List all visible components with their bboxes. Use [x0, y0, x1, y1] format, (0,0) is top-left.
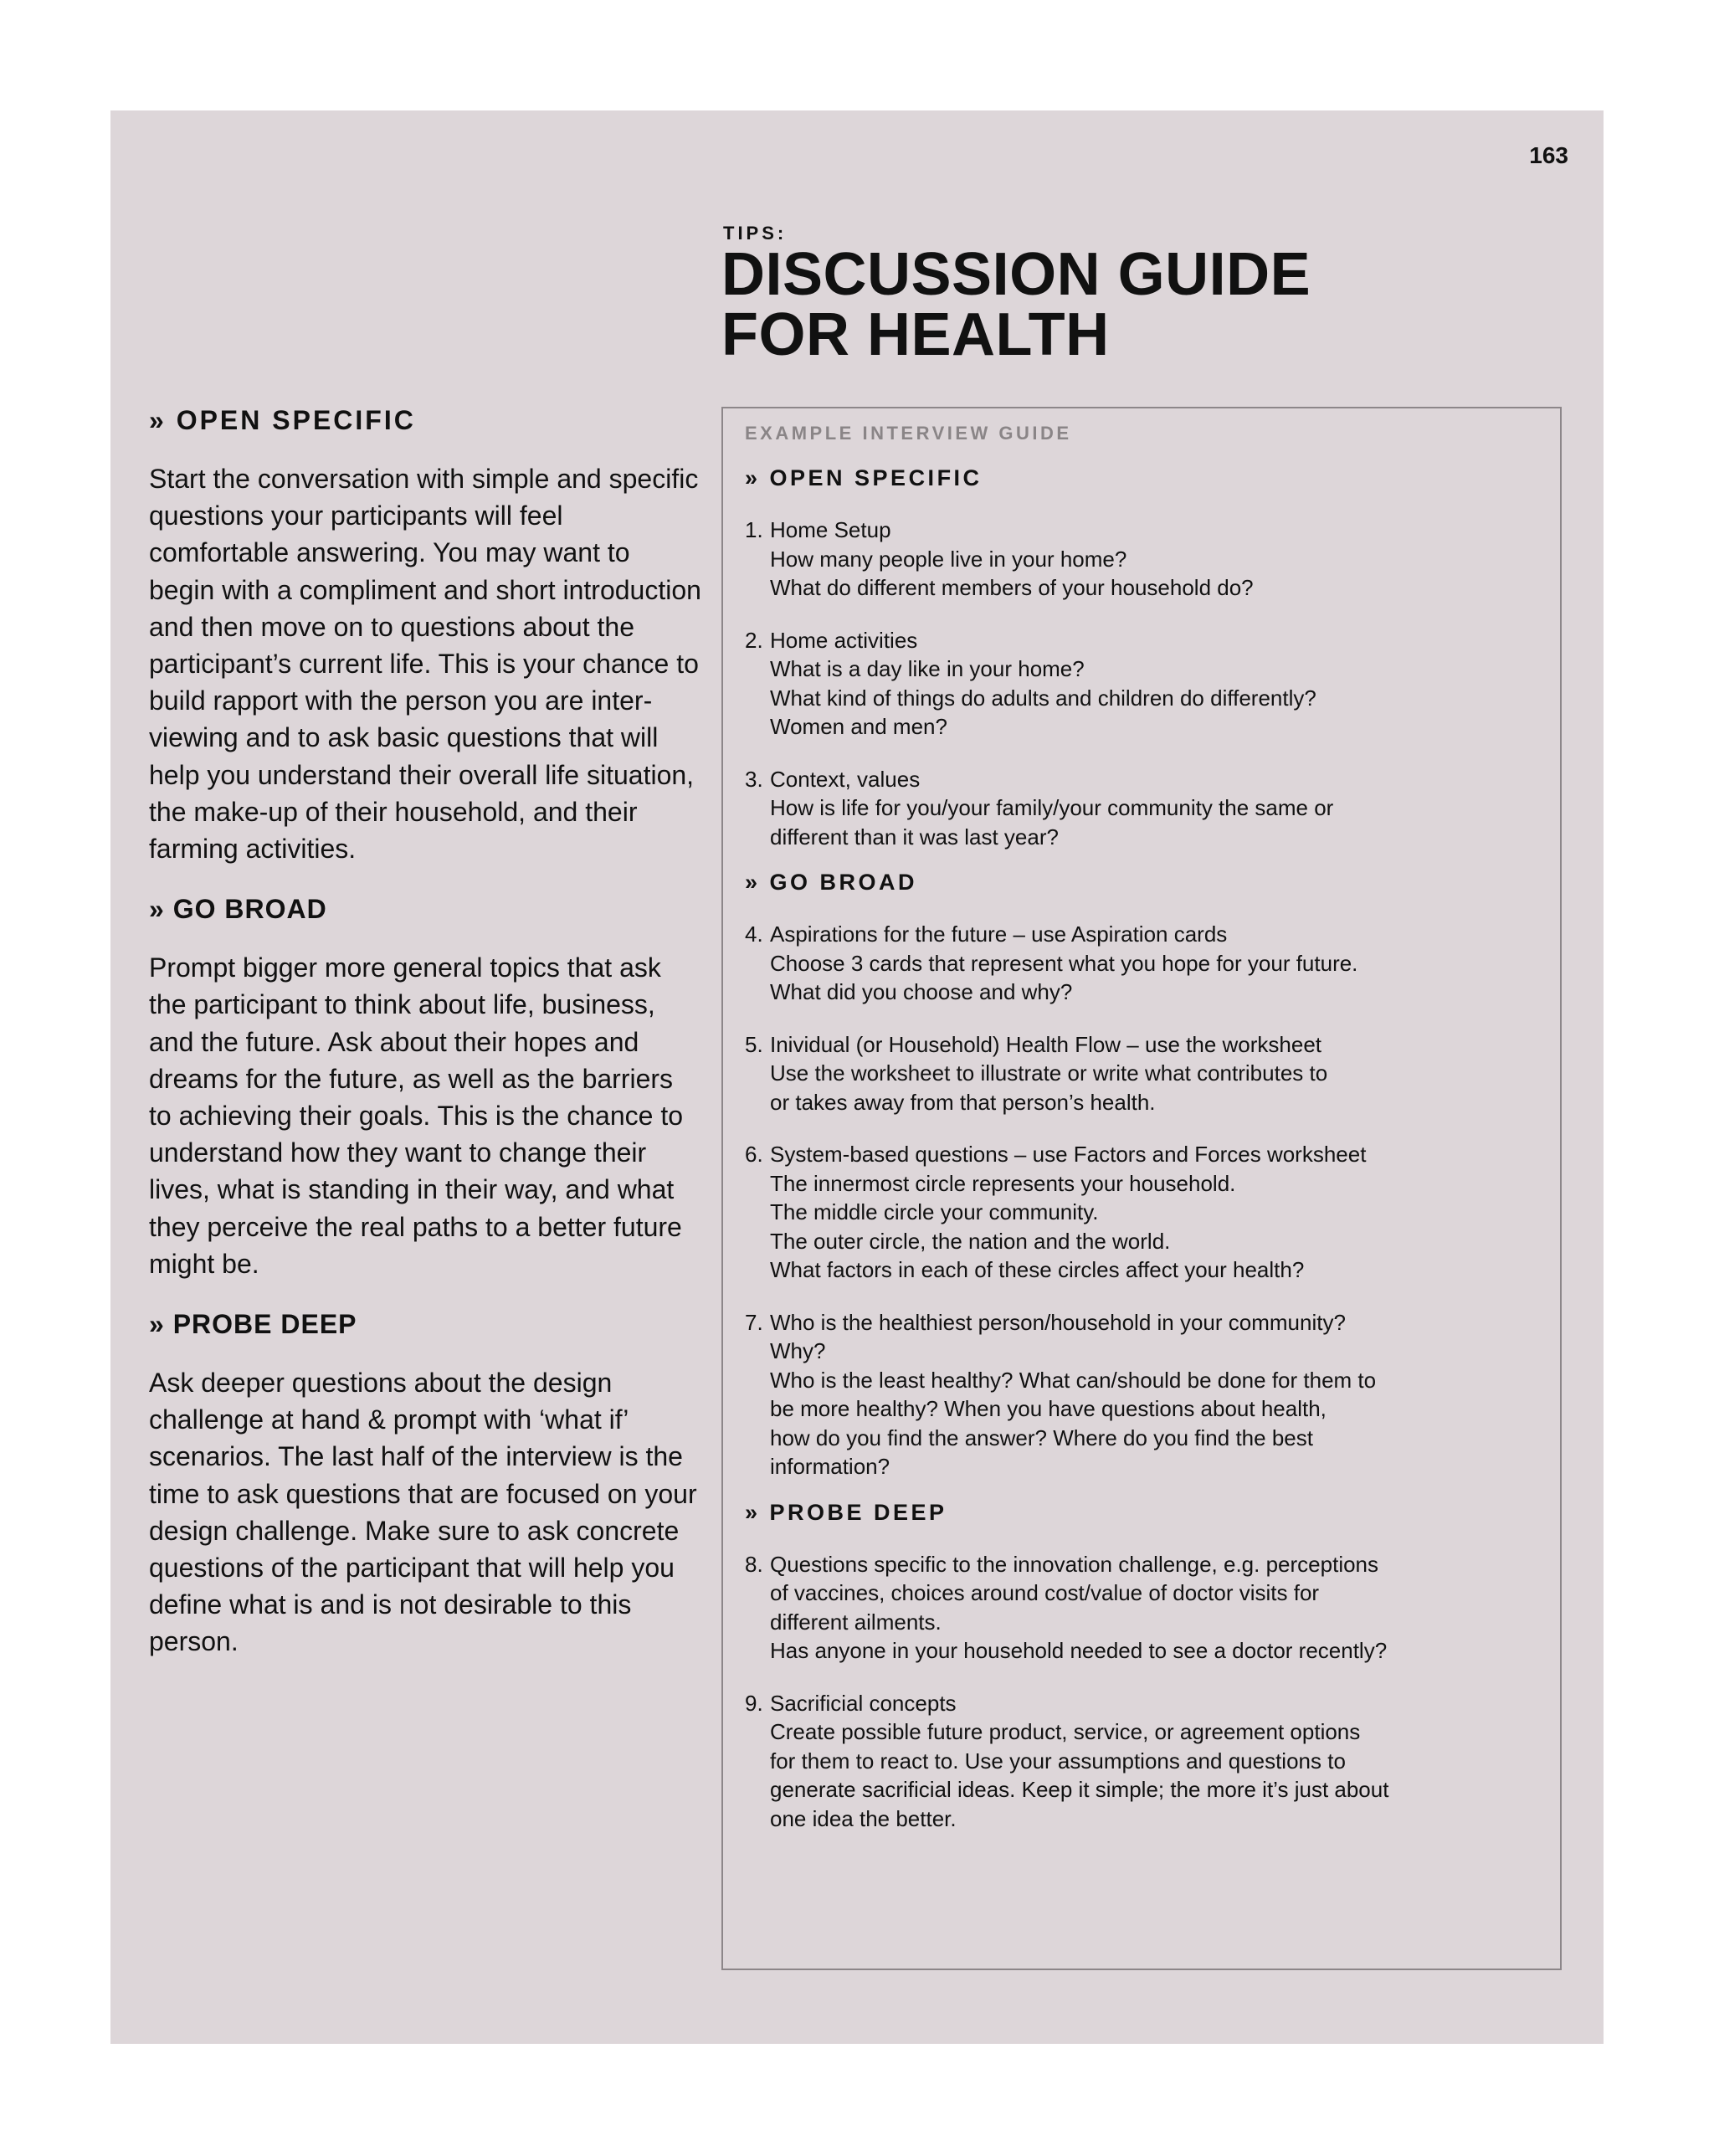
guide-question-line: generate sacrificial ideas. Keep it simple; the more it’s just about — [770, 1777, 1389, 1802]
guide-question-line: be more healthy? When you have questions about health, — [770, 1396, 1327, 1421]
page-title-line: FOR HEALTH — [721, 301, 1110, 368]
guide-question-title: Questions specific to the innovation challenge, e.g. perceptions — [770, 1551, 1379, 1577]
page-title — [721, 241, 1475, 368]
section-body-probe-deep: Ask deeper questions about the design challenge at hand & prompt with ‘what if’ scenarios. The last half of the interview is the time to ask questions that are focused on your design challenge. Make sure to ask concrete questions of the participant that will help you define what is and is not desirable to this person. — [149, 1368, 697, 1657]
guide-section-heading-probe-deep: » PROBE DEEP — [745, 1499, 947, 1525]
guide-question-line: Choose 3 cards that represent what you hope for your future. — [770, 950, 1358, 976]
guide-question-line: What did you choose and why? — [770, 979, 1073, 1004]
guide-label: EXAMPLE INTERVIEW GUIDE — [745, 423, 1072, 444]
guide-question-line: Why? — [770, 1338, 826, 1363]
guide-question-list — [745, 516, 1535, 851]
guide-question-line: How many people live in your home? — [770, 546, 1127, 572]
guide-question-line: information? — [770, 1454, 890, 1479]
guide-question-title-line — [745, 1308, 1535, 1337]
guide-question-number: 3. — [745, 766, 763, 792]
guide-question-line: How is life for you/your family/your community the same or — [770, 795, 1334, 820]
page — [110, 110, 1604, 2044]
guide-question-item — [745, 920, 1535, 1007]
guide-question-number: 9. — [745, 1690, 763, 1716]
guide-question-number: 8. — [745, 1551, 763, 1577]
guide-question-number: 7. — [745, 1309, 763, 1335]
guide-question-title-line — [745, 1689, 1535, 1718]
guide-section-heading-open-specific: » OPEN SPECIFIC — [745, 465, 983, 490]
guide-question-line: The innermost circle represents your household. — [770, 1170, 1236, 1196]
guide-question-line: What do different members of your household do? — [770, 575, 1254, 600]
guide-question-line: for them to react to. Use your assumptions and questions to — [770, 1748, 1346, 1774]
section-heading-probe-deep: » PROBE DEEP — [149, 1309, 357, 1340]
section-body-go-broad: Prompt bigger more general topics that ask the participant to think about life, business, and the future. Ask about their hopes and dreams for the future, as well as the barriers to achieving their goals. This is the chance to understand how they want to change their lives, what is standing in their way, and what they perceive the real paths to a better future might be. — [149, 952, 683, 1279]
guide-question-number: 4. — [745, 921, 763, 947]
guide-question-title-line — [745, 516, 1535, 545]
guide-question-line: Create possible future product, service, or agreement options — [770, 1719, 1361, 1744]
guide-question-list — [745, 920, 1535, 1481]
guide-question-line: how do you find the answer? Where do you find the best — [770, 1424, 1313, 1450]
guide-question-title: Aspirations for the future – use Aspiration cards — [770, 921, 1228, 947]
section-body-open-specific: Start the conversation with simple and specific questions your participants will feel comfortable answering. You may want to begin with a compliment and short introduction and then move on to questions about the participant’s current life. This is your chance to build rapport with the person you are inter-viewing and to ask basic questions that will help you understand their overall life situation, the make-up of their household, and their farming activities. — [149, 464, 701, 865]
guide-question-line: different than it was last year? — [770, 824, 1059, 850]
guide-question-title-line — [745, 1030, 1535, 1060]
guide-question-title: Home Setup — [770, 517, 891, 542]
guide-question-title: Context, values — [770, 766, 921, 792]
guide-question-line: one idea the better. — [770, 1805, 957, 1831]
guide-question-list — [745, 1550, 1535, 1834]
guide-question-title: Home activities — [770, 627, 918, 653]
guide-question-title-line — [745, 765, 1535, 794]
guide-question-number: 6. — [745, 1142, 763, 1167]
guide-question-item — [745, 765, 1535, 852]
tips-column — [149, 403, 701, 1686]
guide-question-line: Who is the least healthy? What can/should be done for them to — [770, 1367, 1377, 1393]
page-number: 163 — [1529, 142, 1568, 168]
section-heading-open-specific: » OPEN SPECIFIC — [149, 405, 416, 435]
guide-question-title: Inividual (or Household) Health Flow – use the worksheet — [770, 1031, 1322, 1057]
guide-question-line: Use the worksheet to illustrate or write what contributes to — [770, 1060, 1328, 1086]
tips-label: TIPS: — [723, 223, 788, 244]
guide-question-line: different ailments. — [770, 1609, 942, 1635]
guide-question-number: 2. — [745, 627, 763, 653]
guide-question-title-line — [745, 1140, 1535, 1169]
guide-question-item — [745, 1030, 1535, 1117]
guide-question-line: or takes away from that person’s health. — [770, 1089, 1156, 1115]
guide-question-line: of vaccines, choices around cost/value of doctor visits for — [770, 1580, 1320, 1605]
guide-question-title: Sacrificial concepts — [770, 1690, 957, 1716]
guide-question-title: Who is the healthiest person/household in your community? — [770, 1309, 1346, 1335]
guide-question-line: Has anyone in your household needed to see a doctor recently? — [770, 1638, 1388, 1663]
guide-question-item — [745, 1689, 1535, 1834]
guide-question-item — [745, 1550, 1535, 1666]
guide-question-item — [745, 626, 1535, 742]
guide-question-number: 5. — [745, 1031, 763, 1057]
guide-section-heading-go-broad: » GO BROAD — [745, 870, 918, 895]
guide-question-title: System-based questions – use Factors and Forces worksheet — [770, 1142, 1367, 1167]
guide-question-title-line — [745, 920, 1535, 949]
section-heading-go-broad: » GO BROAD — [149, 894, 327, 925]
interview-guide-box — [721, 407, 1562, 1970]
guide-question-line: The outer circle, the nation and the world. — [770, 1228, 1171, 1254]
guide-question-item — [745, 516, 1535, 603]
guide-question-number: 1. — [745, 517, 763, 542]
guide-question-line: What factors in each of these circles affect your health? — [770, 1257, 1305, 1282]
guide-question-item — [745, 1308, 1535, 1481]
guide-question-title-line — [745, 626, 1535, 655]
guide-question-line: Women and men? — [770, 714, 947, 739]
guide-question-item — [745, 1140, 1535, 1285]
guide-question-line: What is a day like in your home? — [770, 656, 1085, 681]
guide-question-title-line — [745, 1550, 1535, 1579]
guide-question-line: What kind of things do adults and children do differently? — [770, 685, 1316, 711]
guide-question-line: The middle circle your community. — [770, 1199, 1099, 1224]
page-title-line: DISCUSSION GUIDE — [721, 241, 1311, 308]
